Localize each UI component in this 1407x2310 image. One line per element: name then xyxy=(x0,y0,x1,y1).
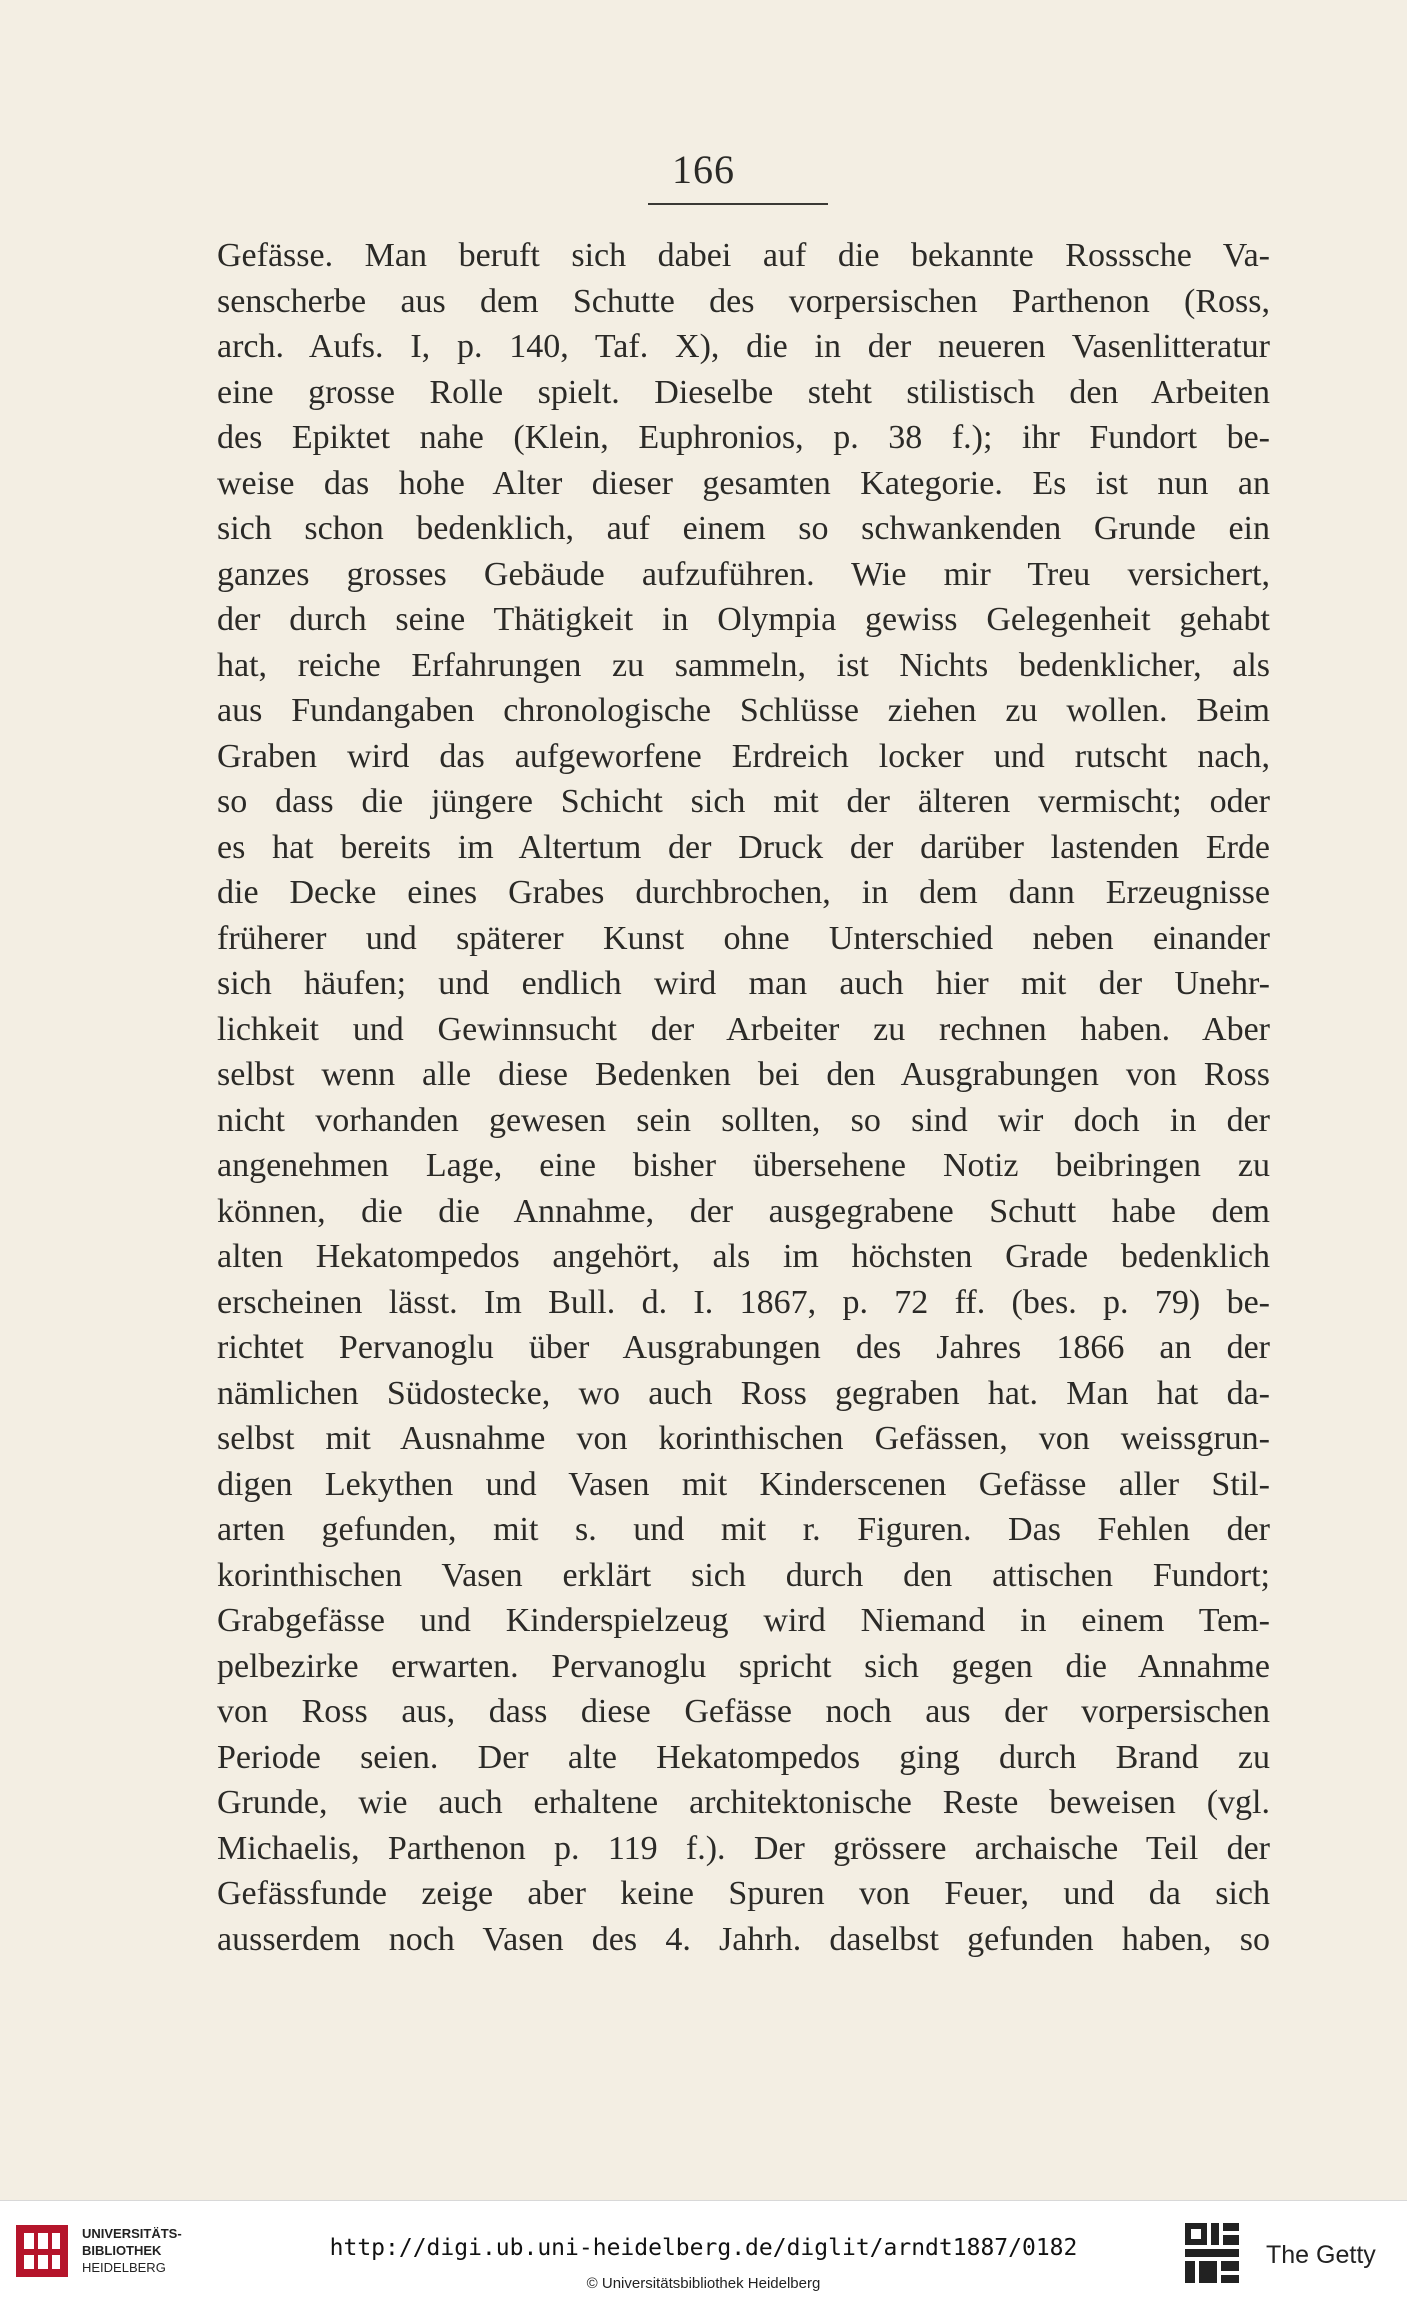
text-line: nämlichen Südostecke, wo auch Ross gegraben hat. Man hat da- xyxy=(217,1374,1270,1412)
text-line: Gefässe. Man beruft sich dabei auf die bekannte Rosssche Va- xyxy=(217,237,1270,274)
copyright-notice: © Universitätsbibliothek Heidelberg xyxy=(586,2275,821,2292)
text-line: aus Fundangaben chronologische Schlüsse ziehen zu wollen. Beim xyxy=(217,692,1270,729)
text-line: sich schon bedenklich, auf einem so schwankenden Grunde ein xyxy=(217,510,1270,547)
text-line: digen Lekythen und Vasen mit Kinderscenen Gefässe aller Stil- xyxy=(217,1465,1270,1503)
text-line: Michaelis, Parthenon p. 119 f.). Der grössere archaische Teil der xyxy=(217,1829,1270,1867)
library-name-line-3: HEIDELBERG xyxy=(82,2260,166,2275)
text-line: Graben wird das aufgeworfene Erdreich locker und rutscht nach, xyxy=(217,737,1270,775)
text-line: früherer und späterer Kunst ohne Unterschied neben einander xyxy=(217,919,1270,957)
text-line: eine grosse Rolle spielt. Dieselbe steht stilistisch den Arbeiten xyxy=(217,373,1270,411)
page-number-rule xyxy=(648,203,828,205)
text-line: korinthischen Vasen erklärt sich durch den attischen Fundort; xyxy=(217,1556,1270,1594)
text-line: Gefässfunde zeige aber keine Spuren von Feuer, und da sich xyxy=(217,1875,1270,1912)
text-line: arch. Aufs. I, p. 140, Taf. X), die in der neueren Vasenlitteratur xyxy=(217,328,1270,365)
text-line: Grunde, wie auch erhaltene architektonische Reste beweisen (vgl. xyxy=(217,1784,1270,1821)
text-line: sich häufen; und endlich wird man auch hier mit der Unehr- xyxy=(217,965,1270,1002)
text-line: die Decke eines Grabes durchbrochen, in dem dann Erzeugnisse xyxy=(217,874,1270,911)
text-line: erscheinen lässt. Im Bull. d. I. 1867, p. 72 ff. (bes. p. 79) be- xyxy=(217,1283,1270,1321)
text-line: Grabgefässe und Kinderspielzeug wird Niemand in einem Tem- xyxy=(217,1602,1270,1639)
library-name-line-1: UNIVERSITÄTS- xyxy=(82,2226,182,2241)
getty-logo-icon xyxy=(1183,2221,1241,2287)
text-line: selbst mit Ausnahme von korinthischen Gefässen, von weissgrun- xyxy=(217,1420,1270,1457)
text-line: weise das hohe Alter dieser gesamten Kategorie. Es ist nun an xyxy=(217,464,1270,502)
page-number: 166 xyxy=(672,147,735,192)
text-line: arten gefunden, mit s. und mit r. Figuren. Das Fehlen der xyxy=(217,1511,1270,1548)
text-line: nicht vorhanden gewesen sein sollten, so sind wir doch in der xyxy=(217,1101,1270,1139)
body-text xyxy=(217,233,1270,1962)
text-line: so dass die jüngere Schicht sich mit der älteren vermischt; oder xyxy=(217,783,1270,820)
text-line: hat, reiche Erfahrungen zu sammeln, ist Nichts bedenklicher, als xyxy=(217,646,1270,684)
library-name-line-2: BIBLIOTHEK xyxy=(82,2243,162,2258)
text-line: lichkeit und Gewinnsucht der Arbeiter zu rechnen haben. Aber xyxy=(217,1010,1270,1048)
text-line: richtet Pervanoglu über Ausgrabungen des Jahres 1866 an der xyxy=(217,1329,1270,1366)
text-line: ganzes grosses Gebäude aufzuführen. Wie mir Treu versichert, xyxy=(217,555,1270,593)
text-line: pelbezirke erwarten. Pervanoglu spricht sich gegen die Annahme xyxy=(217,1647,1270,1685)
getty-name: The Getty xyxy=(1266,2241,1376,2269)
footer-bar xyxy=(0,2200,1407,2310)
text-line: alten Hekatompedos angehört, als im höchsten Grade bedenklich xyxy=(217,1238,1270,1275)
text-line: senscherbe aus dem Schutte des vorpersischen Parthenon (Ross, xyxy=(217,282,1270,320)
text-line: der durch seine Thätigkeit in Olympia gewiss Gelegenheit gehabt xyxy=(217,601,1270,638)
text-line: angenehmen Lage, eine bisher übersehene Notiz beibringen zu xyxy=(217,1147,1270,1184)
text-line: es hat bereits im Altertum der Druck der darüber lastenden Erde xyxy=(217,828,1270,866)
text-line: selbst wenn alle diese Bedenken bei den Ausgrabungen von Ross xyxy=(217,1056,1270,1093)
text-line: ausserdem noch Vasen des 4. Jahrh. daselbst gefunden haben, so xyxy=(217,1920,1270,1958)
text-line: Periode seien. Der alte Hekatompedos ging durch Brand zu xyxy=(217,1738,1270,1776)
text-line: können, die die Annahme, der ausgegrabene Schutt habe dem xyxy=(217,1192,1270,1230)
text-line: des Epiktet nahe (Klein, Euphronios, p. 38 f.); ihr Fundort be- xyxy=(217,419,1270,456)
text-line: von Ross aus, dass diese Gefässe noch aus der vorpersischen xyxy=(217,1693,1270,1730)
permalink-url[interactable]: http://digi.ub.uni-heidelberg.de/diglit/arndt1887/0182 xyxy=(329,2235,1078,2261)
